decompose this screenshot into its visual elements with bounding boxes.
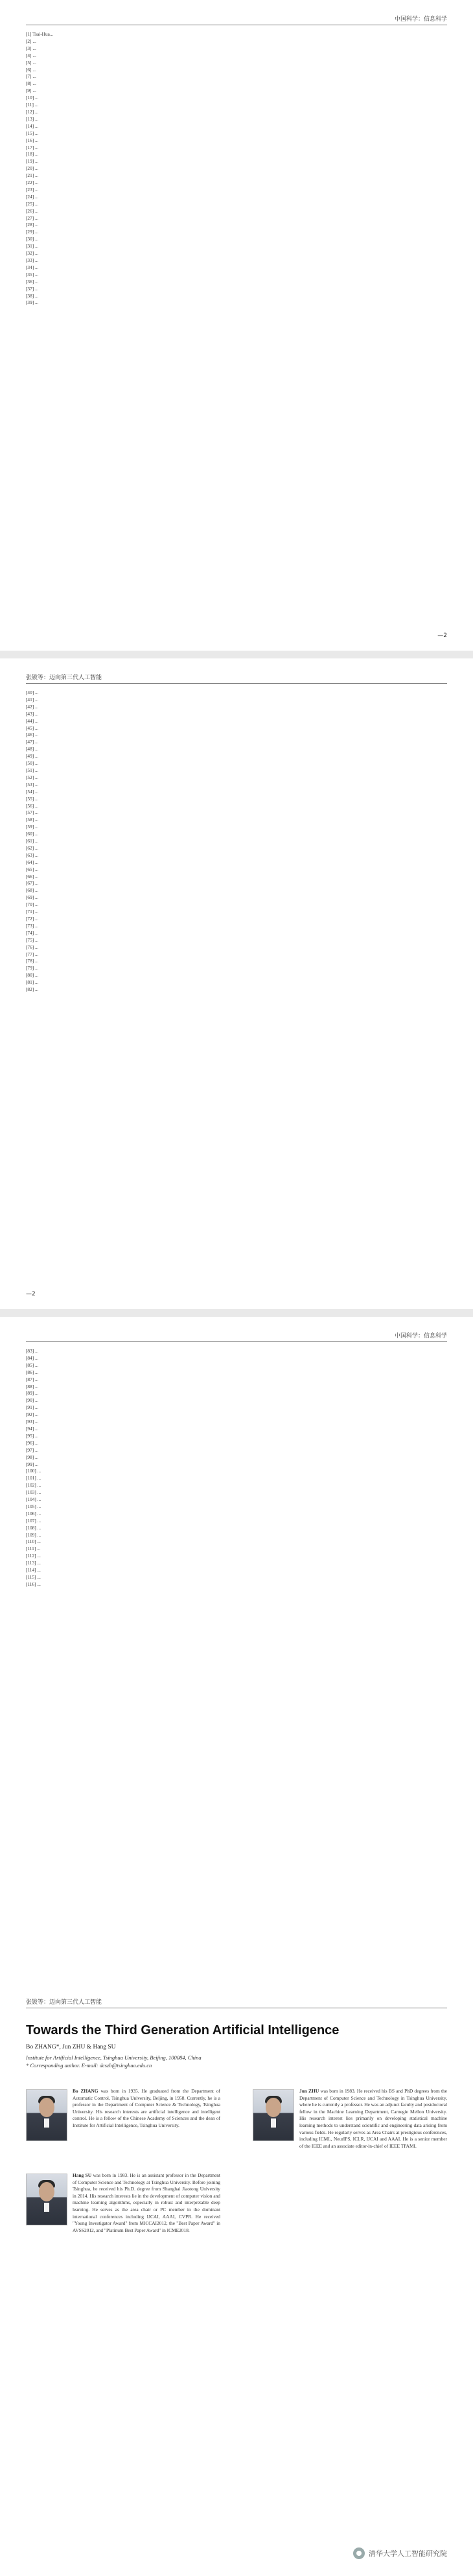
- author-name: Bo ZHANG: [73, 2088, 98, 2094]
- author-bio-zhang: [26, 2088, 220, 2144]
- reference-item: [95] ...: [26, 1432, 39, 1439]
- reference-item: [25] ...: [26, 200, 39, 207]
- reference-item: [54] ...: [26, 788, 39, 795]
- reference-item: [14] ...: [26, 122, 39, 129]
- reference-item: [98] ...: [26, 1454, 39, 1460]
- reference-item: [15] ...: [26, 130, 39, 136]
- reference-item: [83] ...: [26, 1348, 39, 1354]
- reference-item: [107] ...: [26, 1517, 41, 1524]
- reference-item: [96] ...: [26, 1439, 39, 1446]
- reference-item: [60] ...: [26, 831, 39, 837]
- reference-item: [45] ...: [26, 725, 39, 731]
- reference-item: [8] ...: [26, 80, 36, 87]
- reference-item: [110] ...: [26, 1538, 41, 1545]
- watermark-text: 清华大学人工智能研究院: [369, 2549, 447, 2558]
- author-bio-text: was born in 1983. He is an assistant professor in the Department of Computer Science and Technology at Tsinghua University. Before joining Tsinghua, he received his Ph.D. degree from Shanghai Jiaotong University in 2014. His research interests lie in the development of computer vision and machine learning algorithms, especially in robust and interpretable deep learning. He serves as the area chair or PC member in the dominant international conferences including IJCAI, AAAI, CVPR. He received "Young Investigator Award" from MICCAI2012, the "Best Paper Award" in AVSS2012, and "Platinum Best Paper Award" in ICME2018.: [73, 2172, 220, 2233]
- author-photo: [26, 2174, 67, 2225]
- reference-item: [82] ...: [26, 986, 39, 993]
- reference-item: [38] ...: [26, 292, 39, 299]
- page-1: [0, 0, 473, 651]
- reference-item: [27] ...: [26, 215, 39, 221]
- header-rule: [26, 1341, 447, 1342]
- reference-item: [53] ...: [26, 781, 39, 787]
- reference-item: [40] ...: [26, 690, 39, 695]
- reference-item: [7] ...: [26, 73, 36, 80]
- reference-item: [44] ...: [26, 717, 39, 724]
- article-running-header: 张钹等：迈向第三代人工智能: [26, 1999, 102, 2006]
- reference-item: [77] ...: [26, 951, 39, 957]
- reference-item: [79] ...: [26, 965, 39, 971]
- reference-item: [34] ...: [26, 264, 39, 270]
- article-affiliation: Institute for Artificial Intelligence, Tsinghua University, Beijing, 100084, China: [26, 2054, 202, 2061]
- watermark: [353, 2547, 447, 2559]
- reference-item: [42] ...: [26, 703, 39, 710]
- reference-item: [24] ...: [26, 193, 39, 200]
- reference-item: [80] ...: [26, 972, 39, 979]
- corresponding-author: * Corresponding author. E-mail: dcszb@tsinghua.edu.cn: [26, 2062, 152, 2069]
- wechat-logo-icon: [353, 2547, 365, 2559]
- reference-item: [48] ...: [26, 746, 39, 752]
- reference-item: [47] ...: [26, 739, 39, 745]
- reference-item: [103] ...: [26, 1489, 41, 1496]
- reference-item: [78] ...: [26, 958, 39, 964]
- reference-item: [28] ...: [26, 222, 39, 228]
- running-header: 中国科学：信息科学: [394, 1333, 447, 1340]
- reference-item: [102] ...: [26, 1482, 41, 1489]
- running-header: 张钹等：迈向第三代人工智能: [26, 675, 102, 681]
- author-photo: [26, 2089, 67, 2141]
- reference-item: [70] ...: [26, 901, 39, 908]
- reference-item: [9] ...: [26, 87, 36, 94]
- reference-item: [16] ...: [26, 137, 39, 143]
- reference-item: [73] ...: [26, 922, 39, 929]
- reference-item: [97] ...: [26, 1446, 39, 1453]
- reference-item: [12] ...: [26, 108, 39, 115]
- reference-item: [65] ...: [26, 866, 39, 872]
- reference-item: [10] ...: [26, 95, 39, 101]
- reference-item: [115] ...: [26, 1574, 41, 1580]
- reference-item: [105] ...: [26, 1503, 41, 1509]
- reference-item: [114] ...: [26, 1567, 41, 1573]
- author-bio-text: was born in 1935. He graduated from the Department of Automatic Control, Tsinghua University, Beijing, in 1958. Currently, he is a professor in the Department of Computer Science & Technology, Tsinghua University. His research interests are artificial intelligence and intelligent control. He is a fellow of the Chinese Academy of Sciences and the dean of Institute for Artificial Intelligence, Tsinghua University.: [73, 2088, 220, 2128]
- reference-item: [116] ...: [26, 1581, 41, 1587]
- author-bio-su: [26, 2172, 220, 2234]
- reference-item: [51] ...: [26, 767, 39, 773]
- author-name: Jun ZHU: [299, 2088, 319, 2094]
- reference-item: [72] ...: [26, 916, 39, 922]
- reference-item: [6] ...: [26, 66, 36, 73]
- reference-item: [56] ...: [26, 802, 39, 809]
- reference-item: [89] ...: [26, 1390, 39, 1397]
- reference-item: [81] ...: [26, 979, 39, 986]
- reference-item: [112] ...: [26, 1553, 41, 1559]
- reference-item: [3] ...: [26, 45, 36, 51]
- reference-item: [4] ...: [26, 52, 36, 58]
- author-name: Hang SU: [73, 2172, 92, 2178]
- page-2: [0, 658, 473, 1309]
- reference-item: [90] ...: [26, 1397, 39, 1404]
- reference-item: [59] ...: [26, 824, 39, 830]
- reference-item: [91] ...: [26, 1404, 39, 1411]
- author-bio-text: was born in 1983. He received his BS and PhD degrees from the Department of Computer Science and Technology in Tsinghua University, where he is currently a professor. He was an adjunct faculty and postdoctoral fellow in the Machine Learning Department, Carnegie Mellon University. His research interest lies primarily on developing statistical machine learning methods to understand scientific and engineering data arising from various fields. He regularly serves as Area Chairs at prestigious conferences, including ICML, NeurIPS, ICLR, IJCAI and AAAI. He is a senior member of the IEEE and an associate editor-in-chief of IEEE TPAMI.: [299, 2088, 447, 2149]
- reference-item: [84] ...: [26, 1354, 39, 1361]
- reference-item: [23] ...: [26, 186, 39, 192]
- reference-list: [26, 31, 447, 307]
- page-3: [0, 1317, 473, 2576]
- reference-item: [69] ...: [26, 894, 39, 901]
- reference-item: [108] ...: [26, 1524, 41, 1531]
- reference-item: [33] ...: [26, 257, 39, 263]
- reference-item: [26] ...: [26, 207, 39, 214]
- reference-item: [99] ...: [26, 1461, 39, 1467]
- reference-item: [85] ...: [26, 1362, 39, 1368]
- reference-item: [106] ...: [26, 1510, 41, 1516]
- reference-item: [19] ...: [26, 158, 39, 165]
- reference-item: [35] ...: [26, 271, 39, 277]
- reference-item: [37] ...: [26, 285, 39, 292]
- reference-item: [1] Tsai-Hua...: [26, 31, 54, 37]
- reference-item: [74] ...: [26, 929, 39, 936]
- reference-item: [29] ...: [26, 229, 39, 235]
- reference-item: [111] ...: [26, 1546, 41, 1552]
- reference-item: [22] ...: [26, 180, 39, 186]
- reference-item: [101] ...: [26, 1475, 41, 1481]
- reference-item: [104] ...: [26, 1496, 41, 1503]
- reference-item: [39] ...: [26, 299, 39, 306]
- article-title: Towards the Third Generation Artificial Intelligence: [26, 2023, 340, 2037]
- reference-item: [94] ...: [26, 1425, 39, 1432]
- reference-item: [30] ...: [26, 236, 39, 242]
- header-rule: [26, 683, 447, 684]
- reference-item: [109] ...: [26, 1531, 41, 1538]
- reference-item: [62] ...: [26, 844, 39, 851]
- reference-item: [75] ...: [26, 936, 39, 943]
- reference-item: [100] ...: [26, 1468, 41, 1474]
- reference-item: [5] ...: [26, 59, 36, 65]
- reference-item: [71] ...: [26, 909, 39, 915]
- author-bio-zhu: [253, 2088, 447, 2150]
- reference-item: [93] ...: [26, 1419, 39, 1425]
- reference-item: [20] ...: [26, 165, 39, 172]
- page-number: —2: [26, 1291, 36, 1297]
- article-authors: Bo ZHANG*, Jun ZHU & Hang SU: [26, 2044, 116, 2050]
- reference-item: [113] ...: [26, 1560, 41, 1566]
- reference-item: [41] ...: [26, 696, 39, 702]
- reference-item: [50] ...: [26, 760, 39, 767]
- reference-item: [64] ...: [26, 859, 39, 865]
- reference-item: [17] ...: [26, 144, 39, 150]
- reference-item: [92] ...: [26, 1411, 39, 1418]
- reference-item: [46] ...: [26, 732, 39, 738]
- reference-item: [36] ...: [26, 278, 39, 284]
- reference-list: [26, 1348, 447, 1588]
- reference-item: [67] ...: [26, 880, 39, 887]
- reference-item: [18] ...: [26, 151, 39, 157]
- reference-item: [11] ...: [26, 102, 39, 108]
- reference-item: [57] ...: [26, 809, 39, 816]
- reference-item: [66] ...: [26, 873, 39, 879]
- reference-item: [88] ...: [26, 1383, 39, 1389]
- reference-item: [32] ...: [26, 250, 39, 257]
- reference-item: [49] ...: [26, 753, 39, 760]
- reference-item: [63] ...: [26, 852, 39, 858]
- running-header: 中国科学：信息科学: [394, 16, 447, 23]
- reference-item: [58] ...: [26, 817, 39, 823]
- reference-item: [55] ...: [26, 795, 39, 802]
- reference-item: [43] ...: [26, 710, 39, 717]
- reference-item: [31] ...: [26, 243, 39, 249]
- reference-item: [76] ...: [26, 944, 39, 950]
- reference-item: [61] ...: [26, 838, 39, 844]
- reference-list: [26, 690, 447, 993]
- reference-item: [2] ...: [26, 38, 36, 44]
- reference-item: [13] ...: [26, 115, 39, 122]
- reference-item: [21] ...: [26, 172, 39, 179]
- page-number: —2: [437, 632, 447, 639]
- reference-item: [87] ...: [26, 1376, 39, 1382]
- reference-item: [68] ...: [26, 887, 39, 894]
- reference-item: [86] ...: [26, 1369, 39, 1375]
- author-photo: [253, 2089, 294, 2141]
- reference-item: [52] ...: [26, 774, 39, 780]
